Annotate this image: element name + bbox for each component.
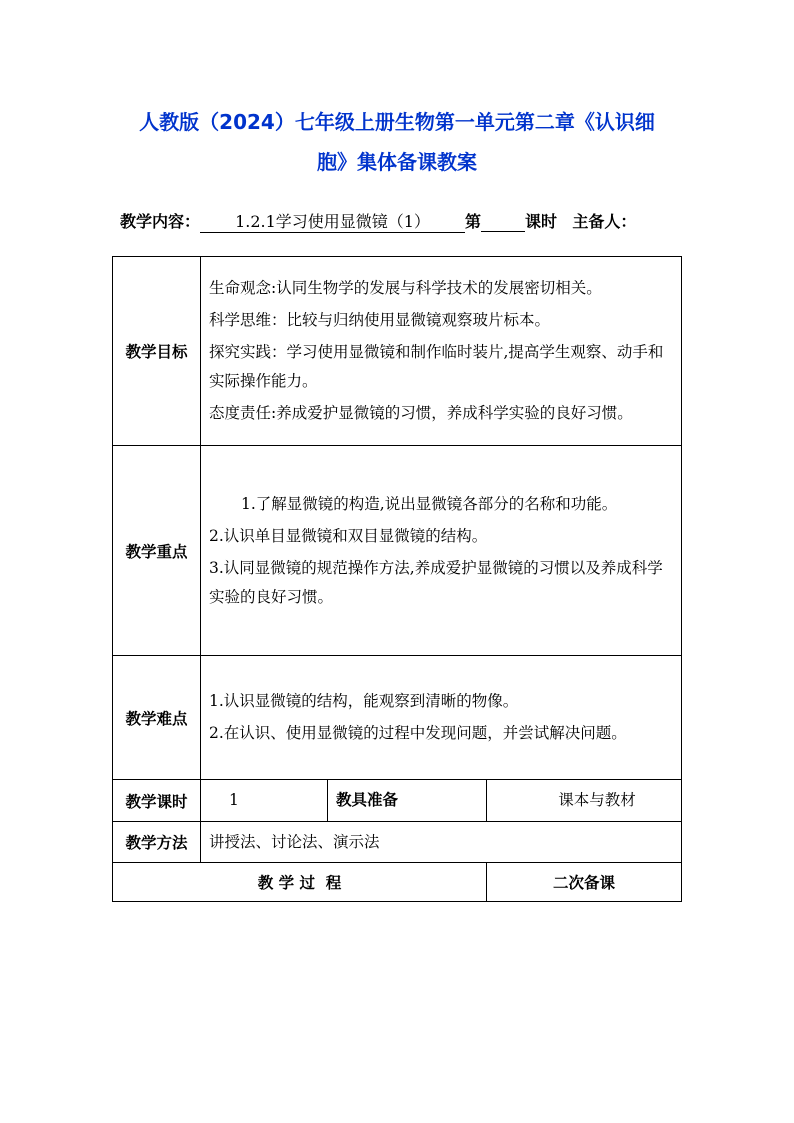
content-value: 1.2.1学习使用显微镜（1） xyxy=(200,209,465,233)
objective-item: 态度责任:养成爱护显微镜的习惯，养成科学实验的良好习惯。 xyxy=(209,404,633,422)
process-row xyxy=(113,863,682,902)
difficulties-content xyxy=(201,656,682,780)
objectives-row xyxy=(113,257,682,446)
objectives-label: 教学目标 xyxy=(113,257,201,446)
lesson-meta xyxy=(120,209,690,233)
key-points-label: 教学重点 xyxy=(113,446,201,656)
document-title xyxy=(110,102,684,182)
hours-value: 1 xyxy=(201,780,328,822)
methods-label: 教学方法 xyxy=(113,822,201,863)
difficulty-item: 2.在认识、使用显微镜的过程中发现问题，并尝试解决问题。 xyxy=(209,724,627,742)
period-prefix: 第 xyxy=(465,212,482,231)
preparer-label: 主备人： xyxy=(572,212,637,231)
period-suffix: 课时 xyxy=(525,212,558,231)
objective-item: 生命观念:认同生物学的发展与科学技术的发展密切相关。 xyxy=(209,279,602,297)
difficulty-item: 1.认识显微镜的结构，能观察到清晰的物像。 xyxy=(209,692,519,710)
title-line-2: 胞》集体备课教案 xyxy=(317,150,477,174)
difficulties-label: 教学难点 xyxy=(113,656,201,780)
lesson-plan-table xyxy=(112,256,682,902)
methods-value: 讲授法、讨论法、演示法 xyxy=(201,822,682,863)
key-points-content xyxy=(201,446,682,656)
tools-value: 课本与教材 xyxy=(487,780,682,822)
objective-item: 科学思维：比较与归纳使用显微镜观察玻片标本。 xyxy=(209,311,551,329)
key-point-item: 3.认同显微镜的规范操作方法,养成爱护显微镜的习惯以及养成科学实验的良好习惯。 xyxy=(209,558,663,606)
methods-row xyxy=(113,822,682,863)
tools-label: 教具准备 xyxy=(328,780,487,822)
objective-item: 探究实践：学习使用显微镜和制作临时装片,提高学生观察、动手和实际操作能力。 xyxy=(209,343,664,390)
title-line-1: 人教版（2024）七年级上册生物第一单元第二章《认识细 xyxy=(139,110,655,134)
difficulties-row xyxy=(113,656,682,780)
key-points-row xyxy=(113,446,682,656)
content-label: 教学内容： xyxy=(120,212,201,231)
hours-label: 教学课时 xyxy=(113,780,201,822)
objectives-content xyxy=(201,257,682,446)
key-point-item: 2.认识单目显微镜和双目显微镜的结构。 xyxy=(209,526,488,545)
hours-row xyxy=(113,780,682,822)
process-label: 教 学 过 程 xyxy=(113,863,487,902)
key-point-item: 1.了解显微镜的构造,说出显微镜各部分的名称和功能。 xyxy=(241,494,618,513)
second-prep-label: 二次备课 xyxy=(487,863,682,902)
